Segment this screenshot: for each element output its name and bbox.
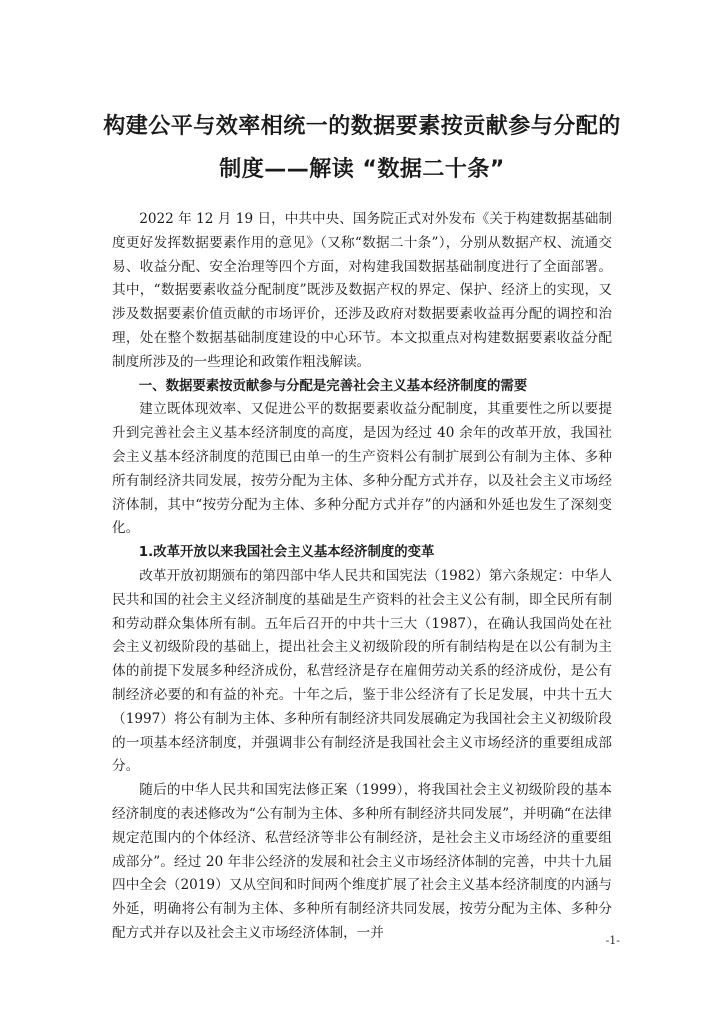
- section-heading-1: 一、数据要素按贡献参与分配是完善社会主义基本经济制度的需要: [138, 378, 528, 394]
- paragraph-history-2: 随后的中华人民共和国宪法修正案（1999），将我国社会主义初级阶段的基本经济制度的表述修改为“公有制为主体、多种所有制经济共同发展”，并明确“在法律规定范围内的个体经济、私营经济等非公有制经济，是社会主义市场经济的重要组成部分”。经过 20 年非公经济的发展和社会主义市场经济体制的完善，中共十九届四中全会（2019）又从空间和时间两个维度扩展了社会主义基本经济制度的内涵与外延，明确将公有制为主体、多种所有制经济共同发展，按劳分配为主体、多种分配方式并存以及社会主义市场经济体制，一并: [112, 782, 612, 941]
- paragraph-history-1: 改革开放初期颁布的第四部中华人民共和国宪法（1982）第六条规定：中华人民共和国的社会主义经济制度的基础是生产资料的社会主义公有制，即全民所有制和劳动群众集体所有制。五年后召开的中共十三大（1987），在确认我国尚处在社会主义初级阶段的基础上，提出社会主义初级阶段的所有制结构是在以公有制为主体的前提下发展多种经济成份，私营经济是存在雇佣劳动关系的经济成份，是公有制经济必要的和有益的补充。十年之后，鉴于非公经济有了长足发展，中共十五大（1997）将公有制为主体、多种所有制经济共同发展确定为我国社会主义初级阶段的一项基本经济制度，并强调非公有制经济是我国社会主义市场经济的重要组成部分。: [112, 567, 612, 775]
- document-title-line-2: 制度——解读 “数据二十条”: [219, 157, 505, 182]
- document-body: [112, 208, 612, 946]
- paragraph-section-1: 建立既体现效率、又促进公平的数据要素收益分配制度，其重要性之所以要提升到完善社会主义基本经济制度的高度，是因为经过 40 余年的改革开放，我国社会主义基本经济制度的范围已由单一的生产资料公有制扩展到公有制为主体、多种所有制经济共同发展，按劳分配为主体、多种分配方式并存，以及社会主义市场经济体制，其中“按劳分配为主体、多种分配方式并存”的内涵和外延也发生了深刻变化。: [112, 401, 612, 537]
- subsection-heading-1: 1.改革开放以来我国社会主义基本经济制度的变革: [138, 545, 435, 561]
- page-number: -1-: [605, 934, 620, 947]
- document-title-line-1: 构建公平与效率相统一的数据要素按贡献参与分配的: [103, 114, 621, 139]
- paragraph-intro: 2022 年 12 月 19 日，中共中央、国务院正式对外发布《关于构建数据基础制度更好发挥数据要素作用的意见》（又称“数据二十条”），分别从数据产权、流通交易、收益分配、安全治理等四个方面，对构建我国数据基础制度进行了全面部署。其中，“数据要素收益分配制度”既涉及数据产权的界定、保护、经济上的实现，又涉及数据要素价值贡献的市场评价，还涉及政府对数据要素收益再分配的调控和治理，处在整个数据基础制度建设的中心环节。本文拟重点对构建数据要素收益分配制度所涉及的一些理论和政策作粗浅解读。: [112, 211, 612, 370]
